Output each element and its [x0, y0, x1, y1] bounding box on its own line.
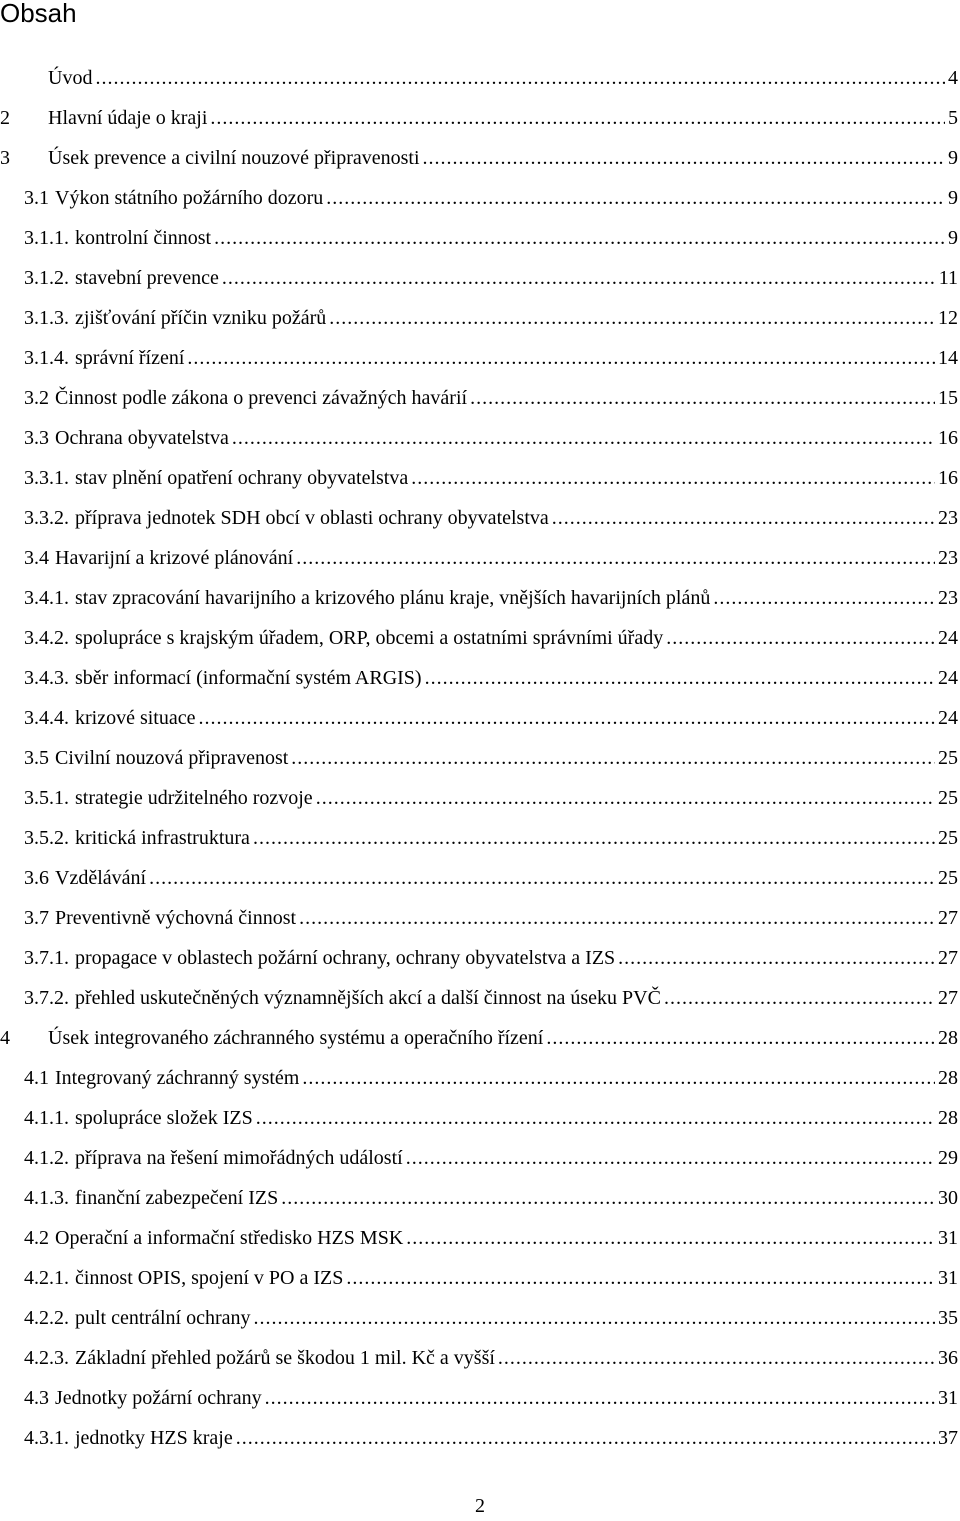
toc-entry[interactable]: [0, 1418, 960, 1458]
toc-entry-title[interactable]: stavební prevence: [75, 267, 219, 289]
toc-entry[interactable]: [0, 378, 960, 418]
toc-entry-page[interactable]: 25: [938, 787, 958, 809]
dot-leader: [149, 866, 935, 890]
toc-entry[interactable]: [0, 538, 960, 578]
toc-entry-title[interactable]: Integrovaný záchranný systém: [55, 1067, 300, 1089]
toc-entry-page[interactable]: 31: [938, 1387, 958, 1409]
toc-entry-number: 4.2: [24, 1227, 49, 1249]
toc-entry-page[interactable]: 31: [938, 1227, 958, 1249]
toc-entry-title[interactable]: kritická infrastruktura: [75, 827, 250, 849]
toc-entry-number: 4: [0, 1027, 10, 1049]
toc-entry-number: 4.1.2.: [24, 1147, 69, 1169]
toc-entry-page[interactable]: 23: [938, 507, 958, 529]
toc-entry-title[interactable]: finanční zabezpečení IZS: [75, 1187, 279, 1209]
toc-entry-title[interactable]: Preventivně výchovná činnost: [55, 907, 297, 929]
toc-entry-title[interactable]: Vzdělávání: [55, 867, 147, 889]
toc-entry-page[interactable]: 25: [938, 827, 958, 849]
toc-entry-page[interactable]: 27: [938, 987, 958, 1009]
toc-entry[interactable]: [0, 458, 960, 498]
toc-entry-title[interactable]: Úsek prevence a civilní nouzové připravenosti: [48, 147, 420, 169]
toc-entry-page[interactable]: 28: [938, 1067, 958, 1089]
toc-entry-page[interactable]: 24: [938, 627, 958, 649]
toc-entry-page[interactable]: 23: [938, 547, 958, 569]
toc-entry[interactable]: [0, 1098, 960, 1138]
dot-leader: [265, 1386, 935, 1410]
dot-leader: [470, 386, 935, 410]
toc-entry[interactable]: [0, 1138, 960, 1178]
toc-entry-title[interactable]: spolupráce s krajským úřadem, ORP, obcemi a ostatními správními úřady: [75, 627, 664, 649]
toc-entry-page[interactable]: 25: [938, 747, 958, 769]
dot-leader: [199, 706, 936, 730]
toc-entry[interactable]: [0, 1018, 960, 1058]
toc-entry-number: 3.4.2.: [24, 627, 69, 649]
dot-leader: [666, 626, 935, 650]
toc-entry[interactable]: [0, 498, 960, 538]
dot-leader: [406, 1226, 935, 1250]
dot-leader: [281, 1186, 935, 1210]
toc-entry[interactable]: [0, 1178, 960, 1218]
toc-entry-number: 3: [0, 147, 10, 169]
toc-entry-page[interactable]: 12: [938, 307, 958, 329]
dot-leader: [291, 746, 935, 770]
toc-entry-number: 3.1.3.: [24, 307, 69, 329]
toc-entry-page[interactable]: 16: [938, 427, 958, 449]
toc-entry[interactable]: [0, 818, 960, 858]
dot-leader: [187, 346, 935, 370]
toc-entry-page[interactable]: 35: [938, 1307, 958, 1329]
toc-entry-page[interactable]: 14: [938, 347, 958, 369]
toc-entry-title[interactable]: příprava na řešení mimořádných událostí: [75, 1147, 403, 1169]
dot-leader: [423, 146, 945, 170]
toc-entry-title[interactable]: stav plnění opatření ochrany obyvatelstva: [75, 467, 409, 489]
dot-leader: [256, 1106, 935, 1130]
toc-entry-title[interactable]: stav zpracování havarijního a krizového plánu kraje, vnějších havarijních plánů: [75, 587, 711, 609]
toc-entry-title[interactable]: sběr informací (informační systém ARGIS): [75, 667, 422, 689]
toc-entry[interactable]: [0, 1218, 960, 1258]
toc-entry-number: 3.1.2.: [24, 267, 69, 289]
dot-leader: [664, 986, 935, 1010]
toc-entry[interactable]: [0, 98, 960, 138]
toc-entry[interactable]: [0, 178, 960, 218]
toc-entry[interactable]: [0, 58, 960, 98]
toc-entry-title[interactable]: Hlavní údaje o kraji: [48, 107, 208, 129]
toc-entry-page[interactable]: 28: [938, 1027, 958, 1049]
toc-entry-number: 3.4.4.: [24, 707, 69, 729]
toc-entry-page[interactable]: 31: [938, 1267, 958, 1289]
dot-leader: [95, 66, 945, 90]
toc-entry-number: 3.7.2.: [24, 987, 69, 1009]
toc-entry-title[interactable]: činnost OPIS, spojení v PO a IZS: [75, 1267, 344, 1289]
dot-leader: [329, 306, 935, 330]
toc-entry[interactable]: [0, 898, 960, 938]
toc-entry-title[interactable]: Základní přehled požárů se škodou 1 mil. Kč a vyšší: [75, 1347, 495, 1369]
toc-entry-title[interactable]: krizové situace: [75, 707, 196, 729]
toc-entry-number: 3.3.2.: [24, 507, 69, 529]
toc-entry-title[interactable]: zjišťování příčin vzniku požárů: [75, 307, 327, 329]
toc-entry-number: 4.2.3.: [24, 1347, 69, 1369]
dot-leader: [316, 786, 935, 810]
toc-entry-title[interactable]: pult centrální ochrany: [75, 1307, 251, 1329]
toc-entry-title[interactable]: Úvod: [48, 67, 93, 89]
dot-leader: [346, 1266, 935, 1290]
toc-entry-title[interactable]: příprava jednotek SDH obcí v oblasti ochrany obyvatelstva: [75, 507, 549, 529]
toc-entry-number: 3.5.1.: [24, 787, 69, 809]
dot-leader: [236, 1426, 935, 1450]
toc-entry-title[interactable]: Civilní nouzová připravenost: [55, 747, 289, 769]
toc-entry[interactable]: [0, 658, 960, 698]
toc-entry-page[interactable]: 30: [938, 1187, 958, 1209]
toc-entry-title[interactable]: Operační a informační středisko HZS MSK: [55, 1227, 404, 1249]
dot-leader: [546, 1026, 935, 1050]
toc-entry-number: 4.1: [24, 1067, 49, 1089]
toc-entry[interactable]: [0, 618, 960, 658]
dot-leader: [214, 226, 945, 250]
toc-entry-number: 3.6: [24, 867, 49, 889]
toc-entry-number: 4.3.1.: [24, 1427, 69, 1449]
toc-entry-number: 4.2.1.: [24, 1267, 69, 1289]
dot-leader: [498, 1346, 935, 1370]
toc-entry-page[interactable]: 9: [948, 227, 958, 249]
dot-leader: [406, 1146, 935, 1170]
toc-entry-title[interactable]: přehled uskutečněných významnějších akcí a další činnost na úseku PVČ: [75, 987, 661, 1009]
toc-entry-number: 3.1.1.: [24, 227, 69, 249]
toc-entry[interactable]: [0, 778, 960, 818]
toc-entry-page[interactable]: 36: [938, 1347, 958, 1369]
toc-entry-number: 4.1.1.: [24, 1107, 69, 1129]
toc-entry-number: 3.7: [24, 907, 49, 929]
toc-entry[interactable]: [0, 1338, 960, 1378]
dot-leader: [253, 826, 935, 850]
toc-entry[interactable]: [0, 218, 960, 258]
toc-entry[interactable]: [0, 258, 960, 298]
toc-entry-page[interactable]: 28: [938, 1107, 958, 1129]
dot-leader: [552, 506, 935, 530]
dot-leader: [232, 426, 935, 450]
toc-entry-page[interactable]: 5: [948, 107, 958, 129]
toc-entry[interactable]: [0, 938, 960, 978]
toc-entry-number: 4.1.3.: [24, 1187, 69, 1209]
toc-entry[interactable]: [0, 698, 960, 738]
toc-entry-page[interactable]: 25: [938, 867, 958, 889]
toc-entry-page[interactable]: 29: [938, 1147, 958, 1169]
toc-entry[interactable]: [0, 858, 960, 898]
toc-entry-number: 3.5.2.: [24, 827, 69, 849]
toc-entry-title[interactable]: kontrolní činnost: [75, 227, 212, 249]
toc-entry-title[interactable]: Jednotky požární ochrany: [55, 1387, 262, 1409]
toc-entry-page[interactable]: 27: [938, 907, 958, 929]
toc-entry-number: 3.3: [24, 427, 49, 449]
toc-entry-number: 3.1: [24, 187, 49, 209]
toc-entry[interactable]: [0, 1378, 960, 1418]
toc-entry-page[interactable]: 37: [938, 1427, 958, 1449]
toc-entry[interactable]: [0, 338, 960, 378]
dot-leader: [618, 946, 935, 970]
toc-entry-title[interactable]: Havarijní a krizové plánování: [55, 547, 294, 569]
toc-entry-number: 3.3.1.: [24, 467, 69, 489]
toc-entry-number: 3.2: [24, 387, 49, 409]
toc-entry-page[interactable]: 4: [948, 67, 958, 89]
toc-entry-title[interactable]: Ochrana obyvatelstva: [55, 427, 229, 449]
toc-entry-page[interactable]: 15: [938, 387, 958, 409]
toc-entry-number: 3.4.3.: [24, 667, 69, 689]
toc-entry-title[interactable]: Výkon státního požárního dozoru: [55, 187, 324, 209]
toc-entry-title[interactable]: Úsek integrovaného záchranného systému a operačního řízení: [48, 1027, 544, 1049]
table-of-contents: [0, 58, 960, 1458]
toc-entry-number: 3.5: [24, 747, 49, 769]
toc-entry-number: 2: [0, 107, 10, 129]
dot-leader: [210, 106, 945, 130]
toc-entry-number: 3.7.1.: [24, 947, 69, 969]
toc-entry-title[interactable]: Činnost podle zákona o prevenci závažných havárií: [55, 387, 468, 409]
toc-entry-number: 3.4.1.: [24, 587, 69, 609]
toc-entry[interactable]: [0, 1298, 960, 1338]
dot-leader: [713, 586, 935, 610]
page-title: Obsah: [0, 0, 77, 28]
toc-entry-title[interactable]: jednotky HZS kraje: [75, 1427, 233, 1449]
toc-entry-title[interactable]: správní řízení: [75, 347, 185, 369]
toc-entry-page[interactable]: 24: [938, 707, 958, 729]
toc-entry[interactable]: [0, 298, 960, 338]
toc-entry[interactable]: [0, 1258, 960, 1298]
toc-entry[interactable]: [0, 978, 960, 1018]
dot-leader: [302, 1066, 935, 1090]
toc-entry-number: 3.1.4.: [24, 347, 69, 369]
toc-entry-title[interactable]: propagace v oblastech požární ochrany, ochrany obyvatelstva a IZS: [75, 947, 616, 969]
toc-entry-page[interactable]: 16: [938, 467, 958, 489]
toc-entry-page[interactable]: 27: [938, 947, 958, 969]
toc-entry[interactable]: [0, 738, 960, 778]
toc-entry-page[interactable]: 23: [938, 587, 958, 609]
toc-entry-page[interactable]: 9: [948, 147, 958, 169]
dot-leader: [254, 1306, 936, 1330]
toc-entry[interactable]: [0, 418, 960, 458]
dot-leader: [222, 266, 936, 290]
toc-entry-number: 3.4: [24, 547, 49, 569]
toc-entry-page[interactable]: 24: [938, 667, 958, 689]
toc-entry-number: 4.2.2.: [24, 1307, 69, 1329]
toc-entry[interactable]: [0, 138, 960, 178]
dot-leader: [326, 186, 945, 210]
dot-leader: [411, 466, 935, 490]
toc-entry[interactable]: [0, 1058, 960, 1098]
toc-entry-title[interactable]: strategie udržitelného rozvoje: [75, 787, 313, 809]
dot-leader: [425, 666, 935, 690]
dot-leader: [299, 906, 935, 930]
toc-entry[interactable]: [0, 578, 960, 618]
toc-entry-page[interactable]: 9: [948, 187, 958, 209]
page-number: 2: [475, 1495, 485, 1517]
dot-leader: [296, 546, 935, 570]
toc-entry-title[interactable]: spolupráce složek IZS: [75, 1107, 253, 1129]
toc-entry-number: 4.3: [24, 1387, 49, 1409]
toc-entry-page[interactable]: 11: [938, 267, 958, 289]
